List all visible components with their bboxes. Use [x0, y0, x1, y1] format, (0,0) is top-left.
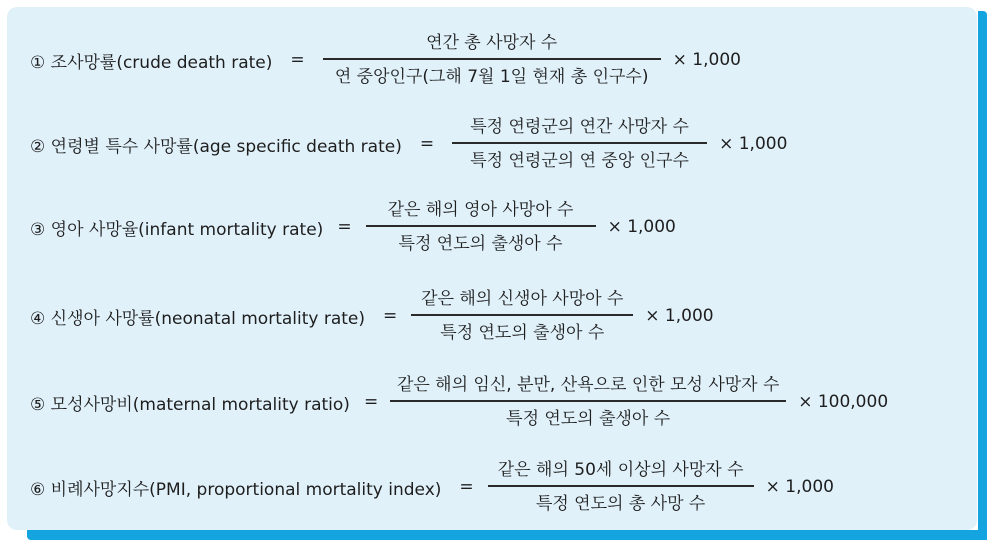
numerator: 같은 해의 50세 이상의 사망자 수	[497, 460, 744, 481]
formula-label: ③ 영아 사망율(infant mortality rate)	[30, 219, 324, 240]
panel-shadow-right	[978, 11, 987, 540]
denominator: 특정 연도의 출생아 수	[398, 233, 563, 254]
multiplier: × 1,000	[719, 134, 788, 154]
equals-sign: =	[363, 392, 379, 412]
denominator: 특정 연도의 출생아 수	[506, 408, 671, 429]
fraction	[488, 459, 754, 514]
equals-sign: =	[419, 134, 435, 154]
formula-row-infant-mortality-rate	[30, 197, 676, 257]
denominator: 특정 연도의 출생아 수	[440, 322, 605, 343]
multiplier: × 1,000	[645, 306, 714, 326]
formula-label: ⑥ 비례사망지수(PMI, proportional mortality index)	[30, 479, 442, 500]
formula-label: ② 연령별 특수 사망률(age specific death rate)	[30, 136, 402, 157]
fraction	[366, 199, 596, 254]
numerator: 같은 해의 임신, 분만, 산욕으로 인한 모성 사망자 수	[396, 375, 780, 396]
fraction	[452, 116, 707, 171]
numerator: 특정 연령군의 연간 사망자 수	[470, 117, 689, 138]
numerator: 같은 해의 영아 사망아 수	[387, 200, 574, 221]
denominator: 특정 연도의 총 사망 수	[535, 493, 706, 514]
multiplier: × 1,000	[607, 217, 676, 237]
denominator: 특정 연령군의 연 중앙 인구수	[470, 150, 689, 171]
denominator: 연 중앙인구(그해 7월 1일 현재 총 인구수)	[334, 66, 649, 87]
equals-sign: =	[459, 477, 474, 497]
panel-shadow-bottom	[27, 530, 987, 540]
equals-sign: =	[337, 217, 352, 237]
formula-row-proportional-mortality-index	[30, 457, 834, 517]
formula-label: ① 조사망률(crude death rate)	[30, 52, 273, 73]
fraction	[411, 288, 633, 343]
numerator: 같은 해의 신생아 사망아 수	[421, 289, 624, 310]
numerator: 연간 총 사망자 수	[426, 33, 558, 54]
multiplier: × 1,000	[765, 477, 834, 497]
fraction	[323, 32, 661, 87]
multiplier: × 1,000	[672, 50, 741, 70]
equals-sign: =	[383, 306, 398, 326]
formula-row-maternal-mortality-ratio	[30, 372, 888, 432]
formula-row-crude-death-rate	[30, 30, 741, 90]
formula-label: ④ 신생아 사망률(neonatal mortality rate)	[30, 308, 366, 329]
equals-sign: =	[290, 50, 305, 70]
formula-row-neonatal-mortality-rate	[30, 286, 714, 346]
formula-row-age-specific-death-rate	[30, 114, 787, 174]
fraction	[390, 374, 786, 429]
multiplier: × 100,000	[798, 392, 889, 412]
formula-label: ⑤ 모성사망비(maternal mortality ratio)	[30, 394, 350, 415]
